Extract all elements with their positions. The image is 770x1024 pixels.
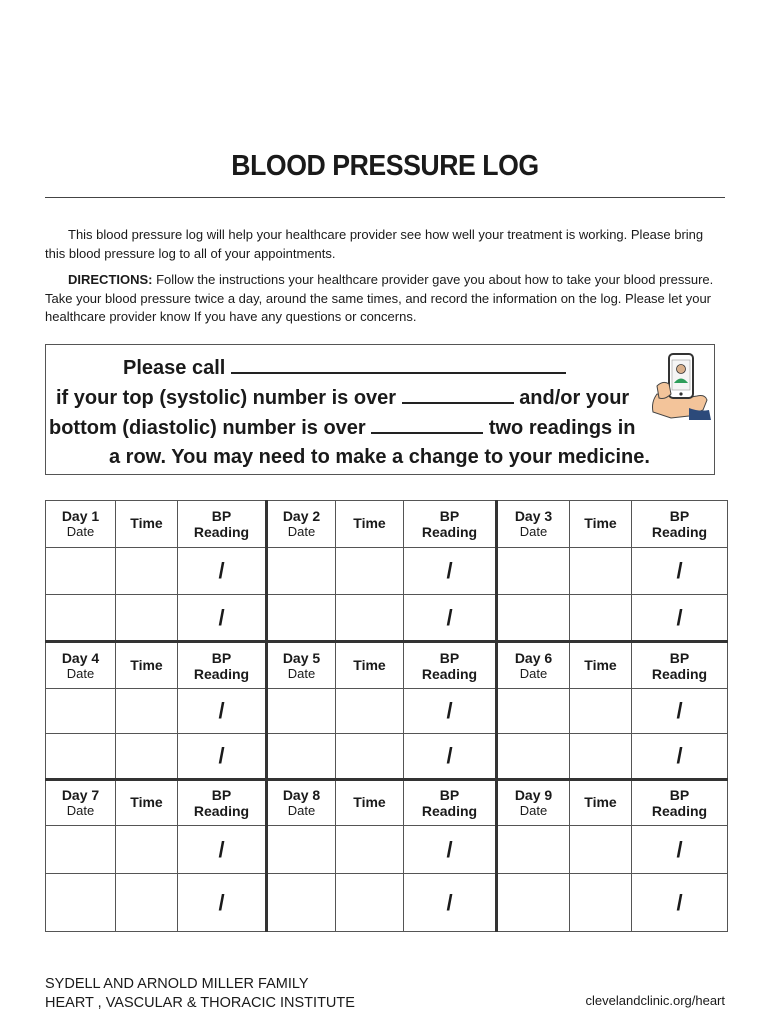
- date-entry-cell[interactable]: [267, 595, 336, 642]
- bp-reading-header: [632, 642, 728, 689]
- bp-reading-header: [404, 501, 497, 548]
- time-entry-cell[interactable]: [570, 874, 632, 932]
- time-label: Time: [130, 794, 163, 810]
- time-entry-cell[interactable]: [570, 826, 632, 874]
- bp-reading-entry-cell[interactable]: [632, 689, 728, 734]
- time-entry-cell[interactable]: [116, 689, 178, 734]
- reading-label: Reading: [193, 524, 250, 540]
- bp-slash: /: [218, 604, 225, 630]
- bp-slash: /: [446, 558, 453, 583]
- callout-line-1: [123, 356, 566, 380]
- intro-paragraph: This blood pressure log will help your healthcare provider see how well your treatment is working. Please bring this blood pressure log to all of your appointments.: [45, 227, 704, 261]
- time-entry-cell[interactable]: [116, 734, 178, 780]
- time-header: [116, 642, 178, 689]
- time-label: Time: [130, 515, 163, 531]
- institute-name: [45, 975, 355, 1013]
- bp-label: BP: [669, 787, 690, 803]
- time-header: [570, 780, 632, 826]
- date-label: Date: [66, 803, 95, 818]
- bp-slash: /: [218, 698, 225, 723]
- bp-slash: /: [676, 558, 683, 583]
- time-entry-cell[interactable]: [336, 734, 404, 780]
- date-label: Date: [519, 665, 548, 681]
- bp-slash: /: [446, 889, 453, 915]
- bp-slash: /: [676, 604, 683, 630]
- bp-slash: /: [446, 743, 453, 768]
- diastolic-limit-blank[interactable]: [371, 416, 483, 434]
- callout-and-or-text: and/or your: [519, 387, 630, 409]
- day-label: Day 3: [514, 508, 553, 524]
- bp-reading-entry-cell[interactable]: [632, 874, 728, 932]
- day-label: Day 6: [514, 649, 553, 666]
- reading-label: Reading: [651, 524, 708, 540]
- reading-row: [46, 548, 728, 595]
- date-entry-cell[interactable]: [267, 689, 336, 734]
- bp-reading-entry-cell[interactable]: [178, 595, 267, 642]
- day-label: Day 1: [61, 508, 100, 524]
- day-date-header: [497, 501, 570, 548]
- time-header: [336, 642, 404, 689]
- bp-reading-entry-cell[interactable]: [404, 689, 497, 734]
- callout-diastolic-text: bottom (diastolic) number is over: [49, 417, 366, 439]
- reading-row: [46, 826, 728, 874]
- date-entry-cell[interactable]: [267, 548, 336, 595]
- date-entry-cell[interactable]: [46, 826, 116, 874]
- bp-label: BP: [211, 649, 232, 666]
- callout-line-3: [49, 416, 636, 440]
- date-entry-cell[interactable]: [497, 826, 570, 874]
- time-entry-cell[interactable]: [116, 548, 178, 595]
- date-entry-cell[interactable]: [46, 874, 116, 932]
- date-label: Date: [287, 665, 316, 681]
- date-entry-cell[interactable]: [267, 874, 336, 932]
- date-label: Date: [519, 803, 548, 818]
- day-date-header: [46, 642, 116, 689]
- time-label: Time: [584, 794, 617, 810]
- date-entry-cell[interactable]: [497, 548, 570, 595]
- callout-line-2: [56, 386, 629, 410]
- day-date-header: [46, 780, 116, 826]
- bp-slash: /: [676, 836, 683, 862]
- bp-label: BP: [669, 508, 690, 524]
- date-label: Date: [287, 803, 316, 818]
- bp-reading-header: [404, 780, 497, 826]
- date-entry-cell[interactable]: [497, 595, 570, 642]
- bp-slash: /: [446, 836, 453, 862]
- bp-slash: /: [218, 836, 225, 862]
- date-entry-cell[interactable]: [497, 874, 570, 932]
- institute-name-line-2: HEART , VASCULAR & THORACIC INSTITUTE: [45, 995, 355, 1011]
- bp-reading-header: [178, 780, 267, 826]
- date-entry-cell[interactable]: [497, 734, 570, 780]
- date-label: Date: [287, 524, 316, 539]
- reading-row: [46, 734, 728, 780]
- day-label: Day 2: [282, 508, 321, 524]
- day-header-row: [46, 642, 728, 689]
- time-entry-cell[interactable]: [336, 874, 404, 932]
- day-date-header: [267, 642, 336, 689]
- time-entry-cell[interactable]: [336, 548, 404, 595]
- day-label: Day 8: [282, 787, 321, 803]
- reading-row: [46, 595, 728, 642]
- directions-paragraph: [45, 271, 725, 327]
- date-label: Date: [66, 524, 95, 539]
- bp-reading-header: [178, 501, 267, 548]
- time-entry-cell[interactable]: [336, 689, 404, 734]
- day-date-header: [497, 642, 570, 689]
- bp-label: BP: [211, 508, 232, 524]
- day-label: Day 5: [282, 649, 321, 666]
- time-header: [570, 642, 632, 689]
- reading-row: [46, 689, 728, 734]
- time-header: [116, 780, 178, 826]
- time-entry-cell[interactable]: [570, 548, 632, 595]
- call-instructions-box: [45, 344, 715, 475]
- time-entry-cell[interactable]: [116, 874, 178, 932]
- date-entry-cell[interactable]: [46, 734, 116, 780]
- title-divider: [45, 197, 725, 198]
- page-title: BLOOD PRESSURE LOG: [231, 150, 539, 182]
- time-label: Time: [353, 656, 386, 673]
- day-header-row: [46, 501, 728, 548]
- callout-line-4: a row. You may need to make a change to your medicine.: [109, 446, 650, 468]
- time-entry-cell[interactable]: [116, 826, 178, 874]
- bp-reading-entry-cell[interactable]: [404, 826, 497, 874]
- day-label: Day 4: [61, 649, 100, 666]
- date-label: Date: [66, 665, 95, 681]
- website-url[interactable]: clevelandclinic.org/heart: [585, 993, 725, 1008]
- reading-label: Reading: [421, 524, 478, 540]
- reading-row: [46, 874, 728, 932]
- time-header: [116, 501, 178, 548]
- day-date-header: [46, 501, 116, 548]
- reading-label: Reading: [421, 803, 478, 819]
- bp-slash: /: [218, 558, 225, 583]
- bp-slash: /: [446, 604, 453, 630]
- bp-reading-entry-cell[interactable]: [404, 734, 497, 780]
- reading-label: Reading: [193, 803, 250, 819]
- time-entry-cell[interactable]: [570, 734, 632, 780]
- date-entry-cell[interactable]: [46, 548, 116, 595]
- time-entry-cell[interactable]: [570, 595, 632, 642]
- bp-reading-entry-cell[interactable]: [404, 548, 497, 595]
- time-entry-cell[interactable]: [570, 689, 632, 734]
- time-label: Time: [584, 515, 617, 531]
- bp-slash: /: [446, 698, 453, 723]
- bp-label: BP: [439, 649, 460, 666]
- bp-reading-entry-cell[interactable]: [178, 874, 267, 932]
- time-entry-cell[interactable]: [336, 595, 404, 642]
- bp-reading-header: [178, 642, 267, 689]
- day-label: Day 9: [514, 787, 553, 803]
- bp-reading-header: [632, 501, 728, 548]
- time-label: Time: [353, 794, 386, 810]
- time-entry-cell[interactable]: [116, 595, 178, 642]
- bp-label: BP: [669, 649, 690, 666]
- bp-reading-entry-cell[interactable]: [632, 826, 728, 874]
- institute-name-line-1: SYDELL AND ARNOLD MILLER FAMILY: [45, 976, 309, 992]
- bp-reading-entry-cell[interactable]: [178, 734, 267, 780]
- bp-reading-entry-cell[interactable]: [178, 548, 267, 595]
- bp-reading-entry-cell[interactable]: [178, 826, 267, 874]
- bp-slash: /: [676, 743, 683, 768]
- date-entry-cell[interactable]: [267, 734, 336, 780]
- bp-reading-entry-cell[interactable]: [632, 548, 728, 595]
- blood-pressure-log-table: [45, 500, 728, 932]
- bp-reading-header: [632, 780, 728, 826]
- reading-label: Reading: [421, 665, 478, 682]
- time-label: Time: [130, 656, 163, 673]
- date-entry-cell[interactable]: [497, 689, 570, 734]
- phone-number-blank[interactable]: [231, 356, 566, 374]
- bp-reading-entry-cell[interactable]: [632, 734, 728, 780]
- bp-reading-entry-cell[interactable]: [404, 595, 497, 642]
- time-entry-cell[interactable]: [336, 826, 404, 874]
- bp-reading-entry-cell[interactable]: [404, 874, 497, 932]
- bp-slash: /: [676, 889, 683, 915]
- day-date-header: [267, 780, 336, 826]
- reading-label: Reading: [651, 665, 708, 682]
- date-entry-cell[interactable]: [46, 689, 116, 734]
- day-date-header: [497, 780, 570, 826]
- reading-label: Reading: [651, 803, 708, 819]
- date-entry-cell[interactable]: [267, 826, 336, 874]
- bp-reading-entry-cell[interactable]: [178, 689, 267, 734]
- directions-label: DIRECTIONS:: [68, 272, 153, 287]
- bp-slash: /: [218, 889, 225, 915]
- time-header: [570, 501, 632, 548]
- systolic-limit-blank[interactable]: [402, 386, 514, 404]
- callout-please-call: Please call: [123, 357, 226, 379]
- bp-label: BP: [439, 787, 460, 803]
- callout-systolic-text: if your top (systolic) number is over: [56, 387, 397, 409]
- callout-two-readings-text: two readings in: [488, 417, 636, 439]
- bp-reading-header: [404, 642, 497, 689]
- phone-in-hand-icon: [649, 350, 711, 420]
- time-header: [336, 501, 404, 548]
- bp-label: BP: [439, 508, 460, 524]
- date-label: Date: [519, 524, 548, 539]
- time-label: Time: [353, 515, 386, 531]
- bp-label: BP: [211, 787, 232, 803]
- bp-slash: /: [676, 698, 683, 723]
- bp-reading-entry-cell[interactable]: [632, 595, 728, 642]
- reading-label: Reading: [193, 665, 250, 682]
- time-header: [336, 780, 404, 826]
- day-label: Day 7: [61, 787, 100, 803]
- day-header-row: [46, 780, 728, 826]
- day-date-header: [267, 501, 336, 548]
- time-label: Time: [584, 656, 617, 673]
- bp-slash: /: [218, 743, 225, 768]
- date-entry-cell[interactable]: [46, 595, 116, 642]
- directions-text: Follow the instructions your healthcare provider gave you about how to take your blood pressure. Take your blood pressure twice a day, around the same times, and record the information on the log. Please let your healthcare provider know If you have any questions or concerns.: [45, 272, 714, 324]
